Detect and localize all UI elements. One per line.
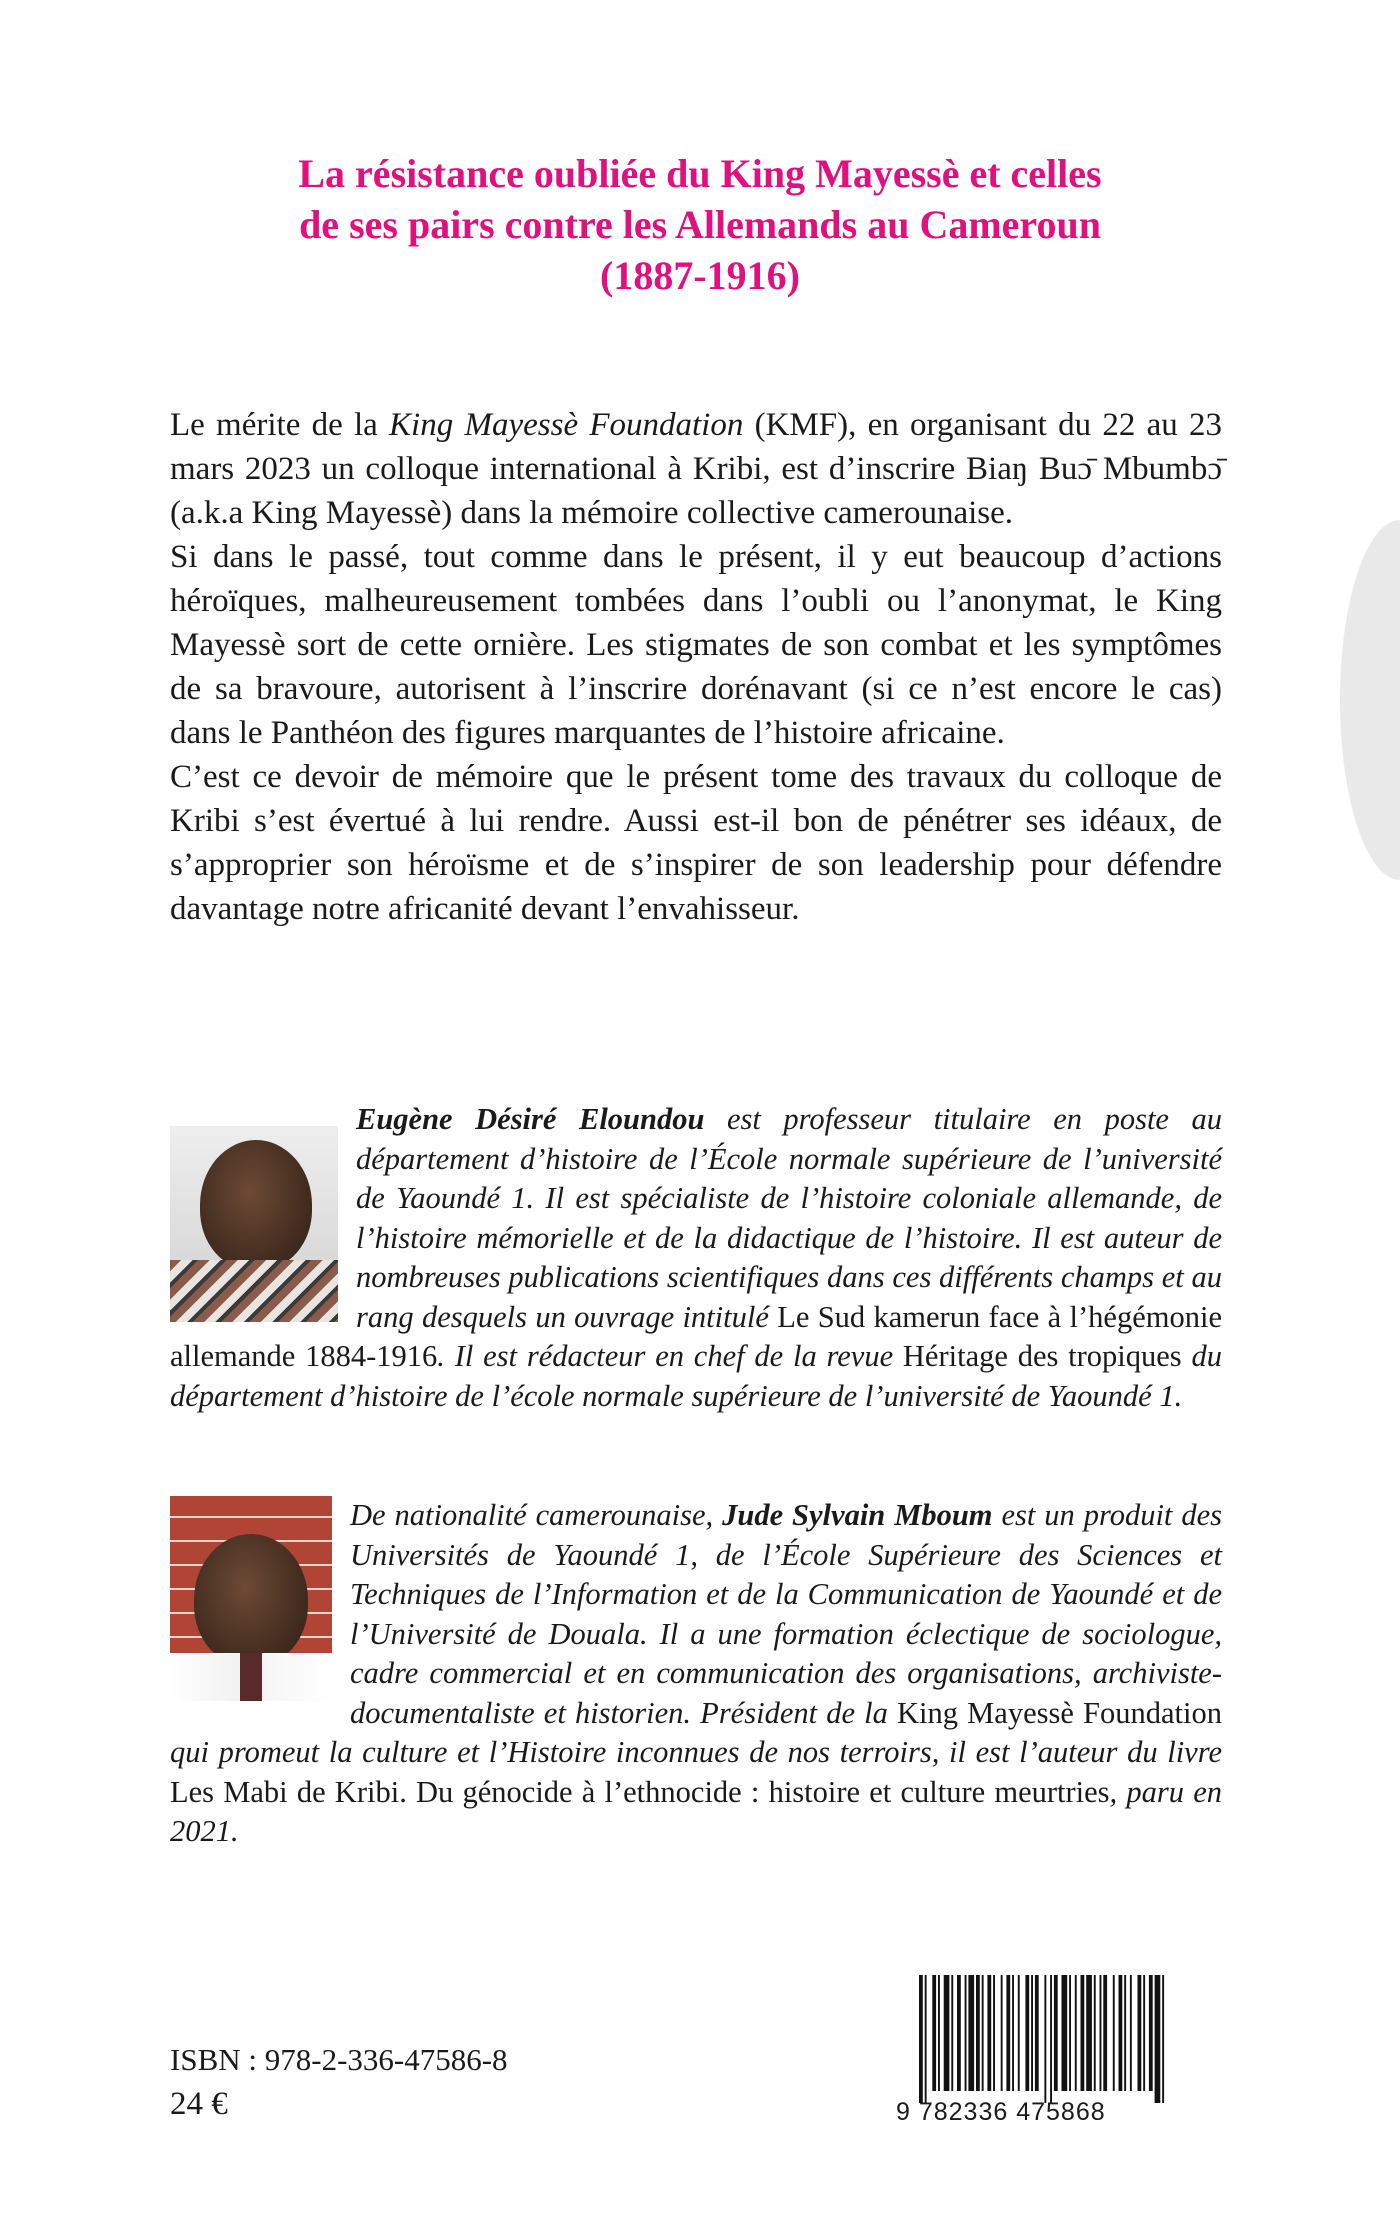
book-title-mabi: Les Mabi de Kribi. Du génocide à l’ethnocide : histoire et culture meurtries — [170, 1774, 1110, 1809]
barcode-bar — [1119, 1975, 1123, 2091]
foundation-name-2: King Mayessè Foundation — [897, 1695, 1222, 1730]
author-name-mboum: Jude Sylvain Mboum — [722, 1498, 993, 1532]
barcode-bar — [1094, 1975, 1096, 2091]
barcode-bar — [976, 1975, 980, 2091]
barcode-bar — [1018, 1975, 1020, 2091]
author-name-eloundou: Eugène Désiré Eloundou — [356, 1102, 705, 1136]
barcode-bar — [1113, 1975, 1115, 2091]
barcode-bar — [1081, 1975, 1085, 2091]
barcode-bar — [968, 1975, 974, 2091]
barcode-bar — [1149, 1975, 1153, 2091]
barcode-bar — [1006, 1975, 1010, 2091]
barcode-bar — [1086, 1975, 1092, 2091]
barcode-bar — [1162, 1975, 1164, 2103]
barcode-bar — [1025, 1975, 1029, 2091]
barcode-bar — [965, 1975, 967, 2091]
price: 24 € — [170, 2086, 228, 2122]
barcode-bar — [1031, 1975, 1033, 2091]
back-cover-summary — [170, 403, 1222, 931]
summary-paragraph-3: C’est ce devoir de mémoire que le présent tome des travaux du colloque de Kribi s’est évertué à lui rendre. Aussi est-il bon de pénétrer ses idéaux, de s’approprier son héroïsme et de s’inspirer de son leadership pour défendre davantage notre africanité devant l’envahisseur. — [170, 759, 1222, 927]
summary-paragraph-1: Le mérite de la King Mayessè Foundation (KMF), en organisant du 22 au 23 mars 2023 un colloque international à Kribi, est d’inscrire Biaŋ Buɔ̄ Mbumbɔ̄ (a.k.a King Mayessè) dans la mémoire collective camerounaise. — [170, 407, 1222, 531]
author-photo-eloundou — [170, 1126, 338, 1322]
barcode-bar — [1143, 1975, 1145, 2091]
barcode-bar — [1138, 1975, 1142, 2091]
summary-paragraph-2: Si dans le passé, tout comme dans le présent, il y eut beaucoup d’actions héroïques, malheureusement tombées dans l’oubli ou l’anonymat, le King Mayessè sort de cette ornière. Les stigmates de son combat et les symptômes de sa bravoure, autorisent à l’inscrire dorénavant (si ce n’est encore le cas) dans le Panthéon des figures marquantes de l’histoire africaine. — [170, 539, 1222, 751]
barcode-bar — [1130, 1975, 1132, 2091]
barcode-bar — [1069, 1975, 1071, 2091]
barcode-bar — [1035, 1975, 1039, 2091]
barcode-bar — [1044, 1975, 1046, 2103]
barcode-bar — [1155, 1975, 1161, 2103]
title-line-1: La résistance oubliée du King Mayessè et celles — [298, 151, 1102, 196]
author-bio-eloundou: Eugène Désiré Eloundou est professeur titulaire en poste au département d’histoire de l’École normale supérieure de l’université de Yaoundé 1. Il est spécialiste de l’histoire coloniale allemande, de l’histoire mémorielle et de la didactique de l’histoire. Il est auteur de nombreuses publications scientifiques dans ces différents champs et au rang desquels un ouvrage intitulé Le Sud kamerun face à l’hégémonie allemande 1884-1916. Il est rédacteur en chef de la revue Héritage des tropiques du département d’histoire de l’école normale supérieure de l’université de Yaoundé 1. — [170, 1102, 1222, 1413]
barcode-bar — [1124, 1975, 1126, 2091]
barcode-bar — [1062, 1975, 1068, 2091]
barcode-bar — [1001, 1975, 1003, 2091]
barcode-bar — [925, 1975, 927, 2103]
barcode-bar — [1054, 1975, 1058, 2091]
barcode-bar — [1050, 1975, 1052, 2103]
barcode-bar — [919, 1975, 923, 2103]
portrait-shirt — [170, 1260, 338, 1322]
barcode-digits: 9 782336 475868 — [896, 2098, 1106, 2126]
book-title-sud-kamerun: Le Sud kamerun face à l’hégémonie allemande 1884-1916 — [170, 1299, 1222, 1373]
journal-title: Héritage des tropiques — [902, 1339, 1182, 1373]
barcode-bar — [987, 1975, 991, 2091]
barcode-bar — [1012, 1975, 1014, 2091]
book-title — [140, 148, 1260, 301]
title-line-2: de ses pairs contre les Allemands au Cameroun — [299, 202, 1101, 247]
barcode-bar — [951, 1975, 953, 2091]
isbn: ISBN : 978-2-336-47586-8 — [170, 2042, 508, 2077]
barcode-bar — [1100, 1975, 1102, 2091]
author-bio-mboum: De nationalité camerounaise, Jude Sylvain Mboum est un produit des Universités de Yaoundé 1, de l’École Supérieure des Sciences et Techniques de l’Information et de la Communication de Yaoundé et de l’Université de Douala. Il a une formation éclectique de sociologue, cadre commercial et en communication des organisations, archiviste-documentaliste et historien. Président de la King Mayessè Foundation qui promeut la culture et l’Histoire inconnues de nos terroirs, il est l’auteur du livre Les Mabi de Kribi. Du génocide à l’ethnocide : histoire et culture meurtries, paru en 2021. — [170, 1498, 1222, 1848]
barcode-bar — [1075, 1975, 1077, 2091]
barcode-bar — [993, 1975, 995, 2091]
portrait-face — [200, 1140, 312, 1270]
barcode-bar — [957, 1975, 961, 2091]
barcode-bar — [1103, 1975, 1107, 2091]
foundation-name: King Mayessè Foundation — [389, 407, 744, 443]
barcode-bar — [938, 1975, 940, 2091]
author-photo-mboum — [170, 1496, 332, 1701]
barcode-bar — [944, 1975, 950, 2091]
edge-decoration — [1340, 520, 1400, 880]
portrait-tie — [240, 1653, 262, 1701]
title-line-3: (1887-1916) — [600, 253, 800, 298]
barcode-bar — [932, 1975, 936, 2091]
portrait-face — [194, 1534, 308, 1666]
barcode-bar — [982, 1975, 984, 2091]
